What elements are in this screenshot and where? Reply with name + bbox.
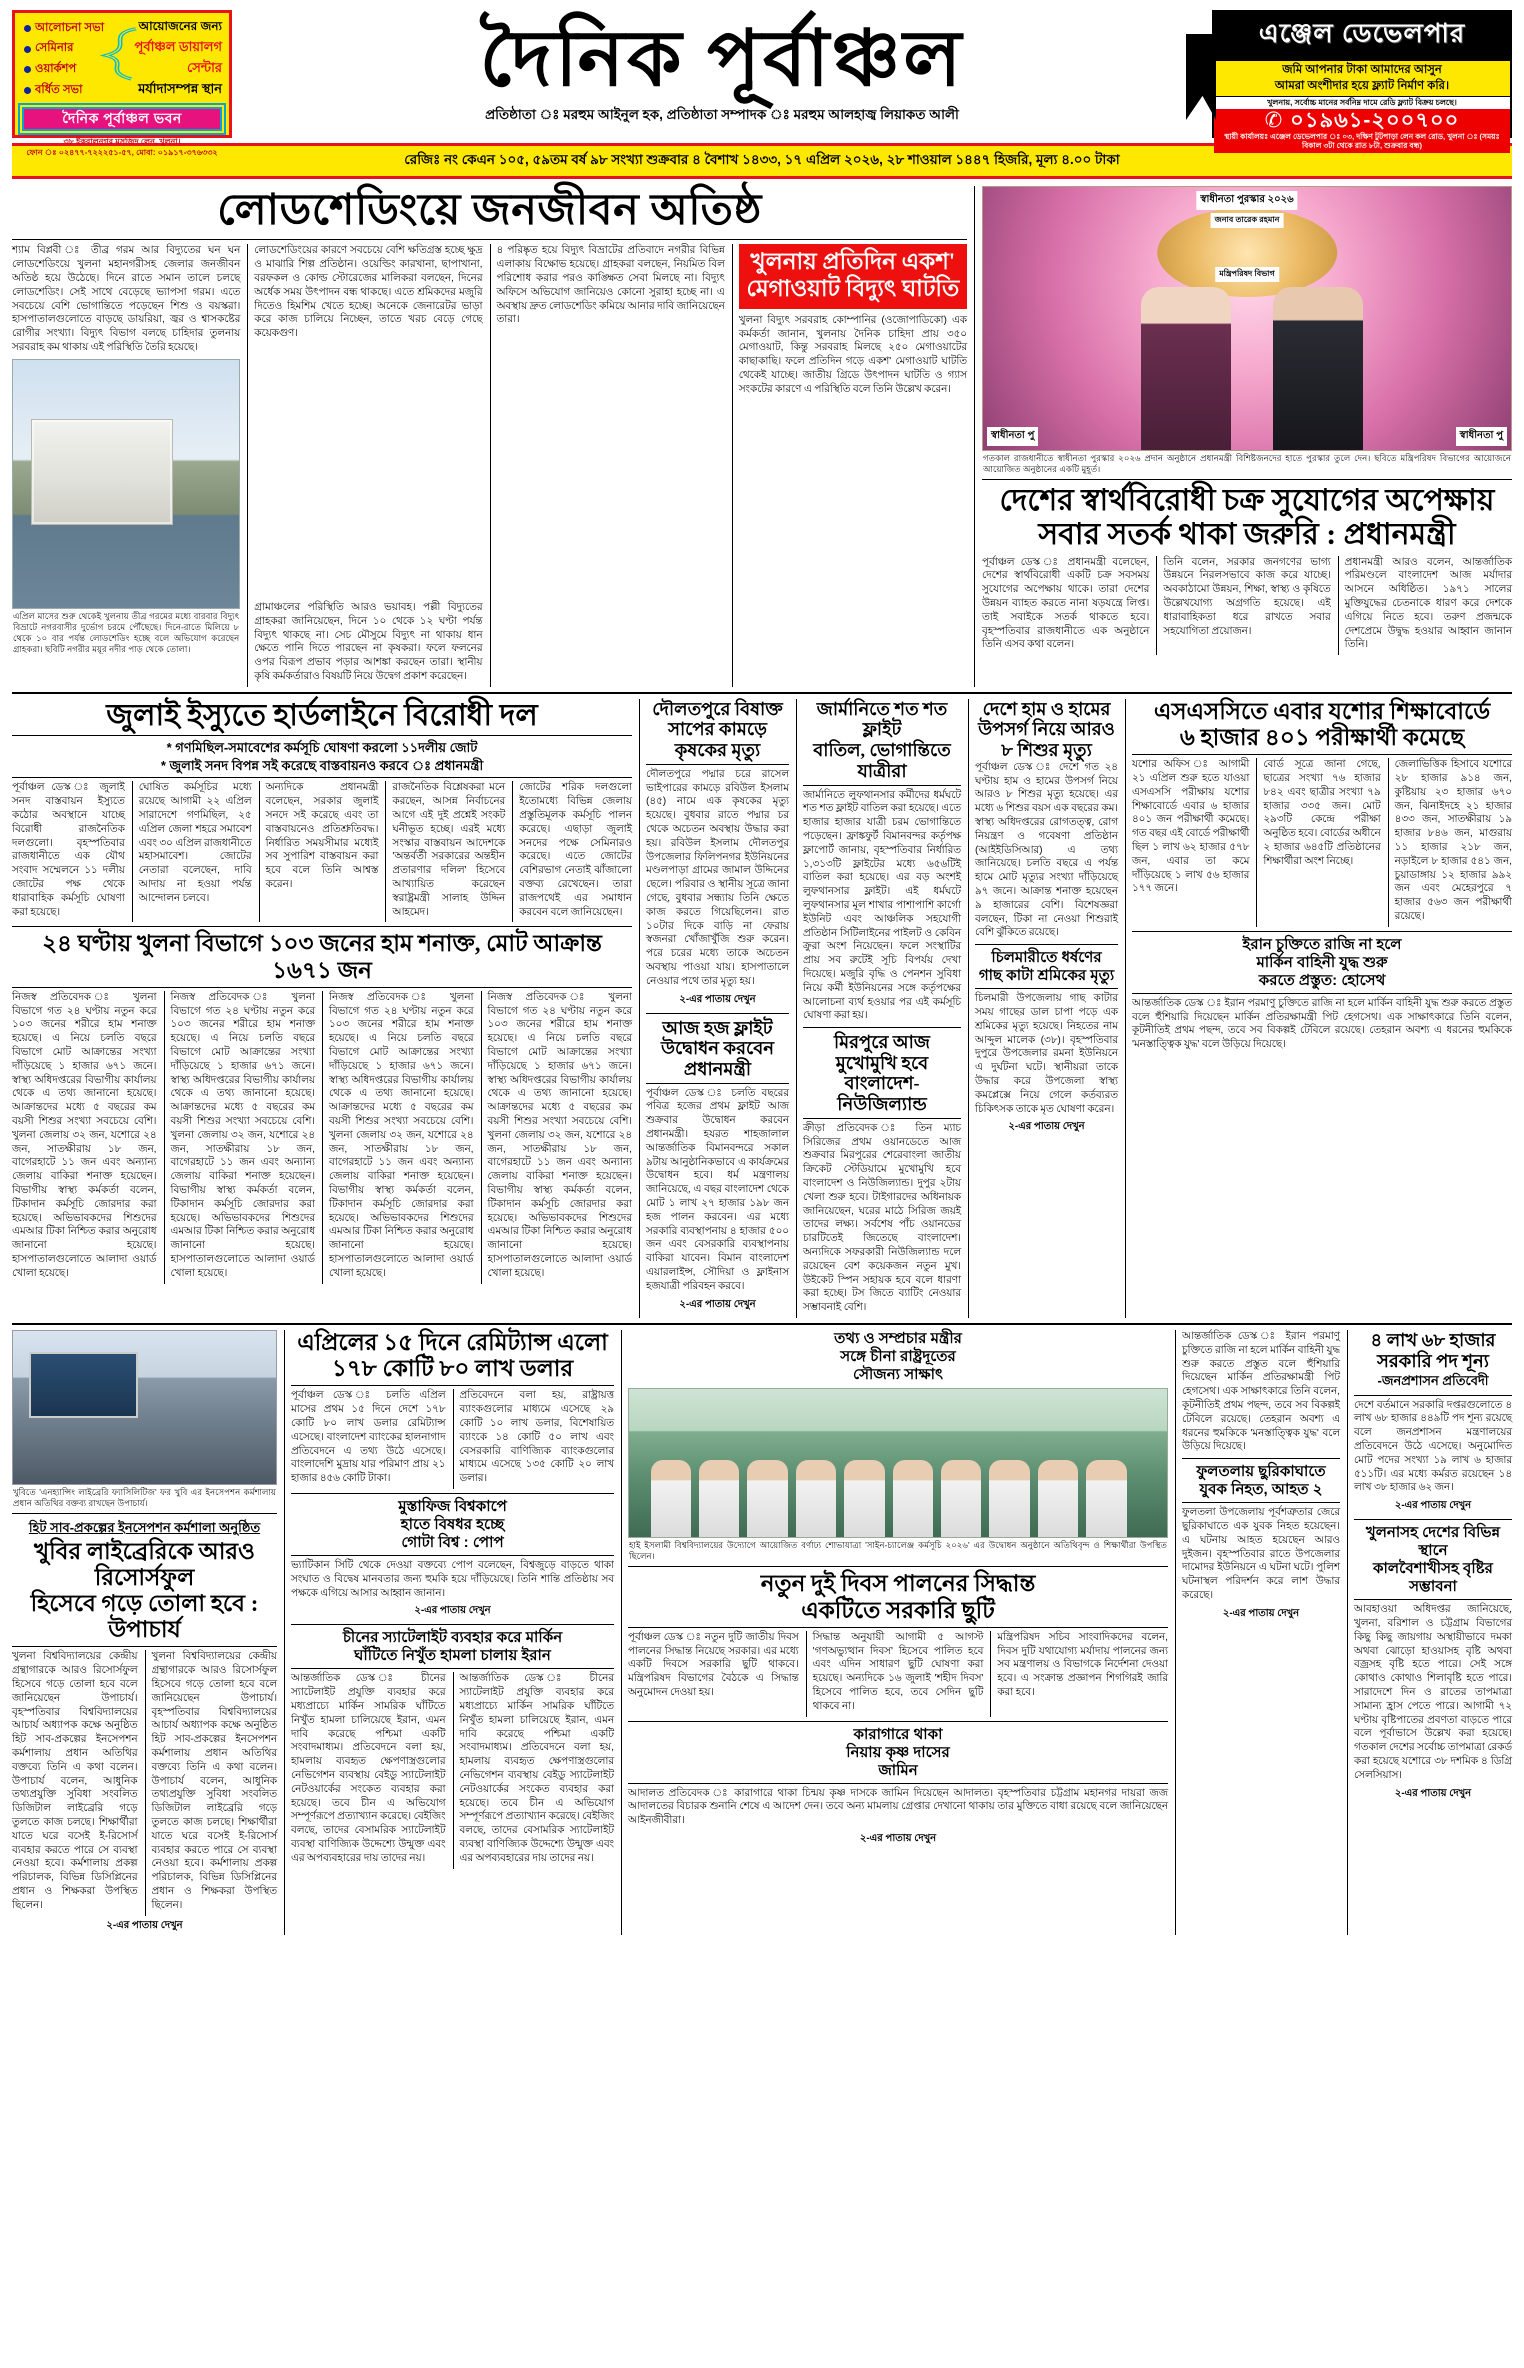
- satellite-headline-line1: চীনের স্যাটেলাইট ব্যবহার করে মার্কিন: [342, 1629, 563, 1647]
- lead-paragraph: ৪ পরিষ্কৃত হয়ে বিদ্যুৎ বিভ্রাটের প্রতিবাদে নগরীর বিভিন্ন এলাকায় বিক্ষোভ হয়েছে। গ্রাহকরা বলছেন, নিয়মিত বিল পরিশোধ করার পরও কাঙ্ক্ষিত সেবা মিলছে না। বিদ্যুৎ অফিসে অভিযোগ জানিয়েও কোনো সুরাহা হচ্ছে না। এ অবস্থায় দ্রুত লোডশেডিং কমিয়ে আনার দাবি জানিয়েছেন তারা।: [496, 245, 725, 326]
- mustafiz-headline-line1: মুস্তাফিজ বিশ্বকাপে: [398, 1498, 507, 1516]
- islami-headline-line1: তথ্য ও সম্প্রচার মন্ত্রীর: [834, 1330, 962, 1347]
- churi-headline-line2: যুবক নিহত, আহত ২: [1199, 1481, 1323, 1499]
- award-dept-label: মন্ত্রিপরিষদ বিভাগ: [1215, 267, 1279, 282]
- group-photo: [628, 1388, 1168, 1538]
- measles-paragraph: নিজস্ব প্রতিবেদক ঃ খুলনা বিভাগে গত ২৪ ঘণ্টায় নতুন করে ১০৩ জনের শরীরে হাম শনাক্ত হয়েছে। এ নিয়ে চলতি বছরে বিভাগে মোট আক্রান্তের সংখ্যা দাঁড়িয়েছে ১ হাজার ৬৭১ জনে। স্বাস্থ্য অধিদপ্তরের বিভাগীয় কার্যালয় থেকে এ তথ্য জানানো হয়েছে। আক্রান্তদের মধ্যে ৫ বছরের কম বয়সী শিশুর সংখ্যা সবচেয়ে বেশি। খুলনা জেলায় ৩২ জন, যশোরে ২৪ জন, সাতক্ষীরায় ১৮ জন, বাগেরহাটে ১১ জন এবং অন্যান্য জেলায় বাকিরা শনাক্ত হয়েছেন। বিভাগীয় স্বাস্থ্য কর্মকর্তা বলেন, টিকাদান কর্মসূচি জোরদার করা হয়েছে। অভিভাবকদের শিশুদের এমআর টিকা নিশ্চিত করার অনুরোধ জানানো হয়েছে। হাসপাতালগুলোতে আলাদা ওয়ার্ড খোলা হয়েছে।: [487, 991, 632, 1279]
- ad-left-banner-label: দৈনিক পূর্বাঞ্চল ভবন: [62, 110, 182, 126]
- person-figure: [1086, 1460, 1126, 1537]
- satellite-headline: [291, 1629, 614, 1665]
- ad-left-address-line1: ৩৮ ইকবালনগর মসজিদ লেন, খুলনা।: [63, 137, 181, 146]
- ad-bullet-label: ওয়ার্কশপ: [35, 63, 77, 76]
- divider: [12, 987, 632, 988]
- ad-left-dialogue-center[interactable]: [12, 10, 232, 157]
- churi-paragraph: ফুলতলা উপজেলায় পূর্বশত্রুতার জেরে ছুরিকাঘাতে এক যুবক নিহত হয়েছেন। এ ঘটনায় আহত হয়েছেন আরও দুইজন। বৃহস্পতিবার রাতে উপজেলার দামোদর ইউনিয়নে এ ঘটনা ঘটে। পুলিশ ঘটনাস্থল পরিদর্শন করে লাশ উদ্ধার করেছে।: [1182, 1507, 1340, 1601]
- flood-building-photo: [12, 359, 240, 609]
- ad-right-office-address: স্থায়ী কার্যালয়ঃ এঞ্জেল ডেভেলপার ঃ ০৩, দক্ষিণ টুটপাড়া লেন কল রোড, খুলনা ঃ (সময়ঃ বিকাল ৩টা থেকে রাত ৮টা, শুক্রবার বন্ধ): [1224, 131, 1500, 151]
- jamin-continuation[interactable]: ২-এর পাতায় দেখুন: [859, 1832, 937, 1844]
- measles-paragraph: নিজস্ব প্রতিবেদক ঃ খুলনা বিভাগে গত ২৪ ঘণ্টায় নতুন করে ১০৩ জনের শরীরে হাম শনাক্ত হয়েছে। এ নিয়ে চলতি বছরে বিভাগে মোট আক্রান্তের সংখ্যা দাঁড়িয়েছে ১ হাজার ৬৭১ জনে। স্বাস্থ্য অধিদপ্তরের বিভাগীয় কার্যালয় থেকে এ তথ্য জানানো হয়েছে। আক্রান্তদের মধ্যে ৫ বছরের কম বয়সী শিশুর সংখ্যা সবচেয়ে বেশি। খুলনা জেলায় ৩২ জন, যশোরে ২৪ জন, সাতক্ষীরায় ১৮ জন, বাগেরহাটে ১১ জন এবং অন্যান্য জেলায় বাকিরা শনাক্ত হয়েছেন। বিভাগীয় স্বাস্থ্য কর্মকর্তা বলেন, টিকাদান কর্মসূচি জোরদার করা হয়েছে। অভিভাবকদের শিশুদের এমআর টিকা নিশ্চিত করার অনুরোধ জানানো হয়েছে। হাসপাতালগুলোতে আলাদা ওয়ার্ড খোলা হয়েছে।: [170, 991, 315, 1279]
- person-figure: [1141, 287, 1231, 450]
- bullet-dot-icon: [24, 25, 31, 32]
- ad-left-line3: মর্যাদাসম্পন্ন স্থান: [138, 81, 222, 96]
- third-band: [12, 1330, 1512, 1935]
- lead-left-block: [12, 186, 967, 687]
- july-columns: [12, 781, 632, 922]
- divider: [291, 1668, 614, 1669]
- lufthansa-paragraph: জার্মানিতে লুফথানসার কর্মীদের ধর্মঘটে শত শত ফ্লাইট বাতিল করা হয়েছে। এতে হাজার হাজার যাত্রী চরম ভোগান্তিতে পড়েছেন। ফ্রাঙ্কফুর্ট বিমানবন্দর কর্তৃপক্ষ ফ্লাপোর্ট জানায়, বৃহস্পতিবার নির্ধারিত ১,৩১৩টি ফ্লাইটের মধ্যে ৬৫৬টিই বাতিল করা হয়েছে। এর বড় অংশই লুফথানসার ফ্লাইট। এই ধর্মঘটে লুফথানসার মূল শাখার পাশাপাশি কার্গো ইউনিট এবং আঞ্চলিক সহযোগী প্রতিষ্ঠান সিটিলাইনের পাইলট ও কেবিন ক্রুরা অংশ নিয়েছেন। ফলে সংস্থাটির প্রায় সব রুটেই সূচি বিপর্যয় দেখা দিয়েছে। মজুরি বৃদ্ধি ও পেনশন সুবিধা নিয়ে কর্মী ইউনিয়নের সঙ্গে কর্তৃপক্ষের আলোচনা ব্যর্থ হওয়ার পর এই কর্মসূচি ঘোষণা করা হয়।: [803, 789, 961, 1022]
- divider: [646, 1083, 789, 1084]
- ad-left-text-lines: [122, 18, 224, 101]
- khulna-library-columns: [12, 1650, 277, 1915]
- nz-headline-line1: মিরপুরে আজ মুখোমুখি হবে: [834, 1032, 930, 1073]
- holiday-paragraph: সিদ্ধান্ত অনুযায়ী আগামী ৫ আগস্ট 'গণঅভ্যুত্থান দিবস' হিসেবে পালিত হবে এবং এদিন সাধারণ ছুটি ঘোষণা করা হয়েছে। অন্যদিকে ১৬ জুলাই 'শহীদ দিবস' হিসেবে পালিত হবে, তবে সেদিন ছুটি থাকবে না।: [812, 1631, 984, 1712]
- divider: [291, 1555, 614, 1556]
- iran-paragraph: আন্তর্জাতিক ডেস্ক ঃ ইরান পরমাণু চুক্তিতে রাজি না হলে মার্কিন বাহিনী যুদ্ধ শুরু করতে প্রস্তুত বলে হুঁশিয়ারি দিয়েছেন মার্কিন প্রতিরক্ষামন্ত্রী পিট হেগসেথ। এক সাক্ষাৎকারে তিনি বলেন, কূটনীতিই প্রথম পছন্দ, তবে সব বিকল্পই টেবিলে রয়েছে। তেহরান অবশ্য এ ধরনের হুমকিকে 'মনস্তাত্ত্বিক যুদ্ধ' বলে উড়িয়ে দিয়েছে।: [1132, 997, 1512, 1051]
- person-figure: [699, 1460, 739, 1537]
- lufthansa-headline: [803, 699, 961, 782]
- divider: [803, 1118, 961, 1119]
- july-bullet-1: * গণমিছিল-সমাবেশের কর্মসূচি ঘোষণা করলো ১১দলীয় জোট: [166, 740, 478, 756]
- measles2-headline-line2: উপসর্গ নিয়ে আরও: [978, 719, 1115, 740]
- measles2-headline: [975, 699, 1118, 761]
- person-figure: [747, 1460, 787, 1537]
- divider: [803, 785, 961, 786]
- weather-headline-line1: খুলনাসহ দেশের বিভিন্ন স্থানে: [1365, 1524, 1501, 1560]
- ad-right-contact-block: [1214, 109, 1510, 154]
- divider: [628, 1566, 1168, 1567]
- jobs-subline: -জনপ্রশাসন প্রতিবেদী: [1377, 1373, 1489, 1389]
- satellite-headline-line2: ঘাঁটিতে নিখুঁত হামলা চালায় ইরান: [354, 1647, 551, 1665]
- holiday-paragraph: পূর্বাঞ্চল ডেস্ক ঃ নতুন দুটি জাতীয় দিবস পালনের সিদ্ধান্ত নিয়েছে সরকার। এর মধ্যে একটি দিবসে সরকারি ছুটি থাকবে। মন্ত্রিপরিষদ বিভাগের বৈঠকে এ সিদ্ধান্ত অনুমোদন দেওয়া হয়।: [628, 1631, 799, 1698]
- lead-photo-caption: এপ্রিল মাসের শুরু থেকেই খুলনায় তীব্র গরমের মধ্যে বারবার বিদ্যুৎ বিভ্রাটে নগরবাসীর দুর্ভোগ চরমে পৌঁছেছে। দিনে-রাতে মিলিয়ে ৮ থেকে ১০ বার পর্যন্ত লোডশেডিং হচ্ছে বলে অভিযোগ করেছেন গ্রাহকরা। ছবিটি নগরীর ময়ূর নদীর পাড় থেকে তোলা।: [13, 610, 240, 655]
- weather-paragraph: আবহাওয়া অধিদপ্তর জানিয়েছে, খুলনা, বরিশাল ও চট্টগ্রাম বিভাগের কিছু কিছু জায়গায় অস্থায়ীভাবে দমকা অথবা ঝোড়ো হাওয়াসহ বৃষ্টি অথবা বজ্রসহ বৃষ্টি হতে পারে। সেই সঙ্গে কোথাও কোথাও শিলাবৃষ্টি হতে পারে। সারাদেশে দিন ও রাতের তাপমাত্রা সামান্য হ্রাস পেতে পারে। আগামী ৭২ ঘণ্টায় বৃষ্টিপাতের প্রবণতা বাড়তে পারে বলে পূর্বাভাসে উল্লেখ করা হয়েছে। গতকাল দেশের সর্বোচ্চ তাপমাত্রা রেকর্ড করা হয়েছে যশোরে ৩৮ দশমিক ৪ ডিগ্রি সেলসিয়াস।: [1354, 1604, 1512, 1781]
- iran-headline: [1132, 936, 1512, 990]
- divider: [291, 1493, 614, 1494]
- person-figure: [989, 1460, 1029, 1537]
- person-figure: [796, 1460, 836, 1537]
- chila-headline-line2: গাছ কাটা শ্রমিকের মৃত্যু: [978, 967, 1115, 985]
- churi-headline: [1182, 1463, 1340, 1499]
- july-paragraph: ঘোষিত কর্মসূচির মধ্যে রয়েছে আগামী ২২ এপ্রিল সারাদেশে গণমিছিল, ২৫ এপ্রিল জেলা শহরে সমাবেশ এবং ৩০ এপ্রিল রাজধানীতে মহাসমাবেশ। জোটের নেতারা বলেছেন, দাবি আদায় না হওয়া পর্যন্ত আন্দোলন চলবে।: [138, 782, 252, 904]
- khulna-library-continuation[interactable]: ২-এর পাতায় দেখুন: [106, 1919, 183, 1931]
- pm-headline-line2: সবার সতর্ক থাকা জরুরি : প্রধানমন্ত্রী: [1038, 517, 1456, 551]
- july-bullet-2: * জুলাই সনদ বিপন্ন সই করেছে বাস্তবায়নও করবে ঃ প্রধানমন্ত্রী: [160, 757, 484, 773]
- ssc-block: [1125, 699, 1512, 1318]
- jamin-headline-line2: নিয়ায় কৃষ্ণ দাসের: [846, 1743, 950, 1761]
- person-figure: [1273, 287, 1363, 450]
- july-bullets: [12, 739, 632, 774]
- list-item: [24, 43, 122, 55]
- khulna-library-paragraph: খুলনা বিশ্ববিদ্যালয়ের কেন্দ্রীয় গ্রন্থাগারকে আরও রিসোর্সফুল হিসেবে গড়ে তোলা হবে বলে জানিয়েছেন উপাচার্য। বৃহস্পতিবার বিশ্ববিদ্যালয়ের আচার্য অধ্যাপক কক্ষে অনুষ্ঠিত হিট সাব-প্রকল্পের ইনসেপশন কর্মশালায় প্রধান অতিথির বক্তব্যে তিনি এ কথা বলেন। উপাচার্য বলেন, আধুনিক তথ্যপ্রযুক্তি সুবিধা সংবলিত ডিজিটাল লাইব্রেরি গড়ে তুলতে কাজ চলছে। শিক্ষার্থীরা যাতে ঘরে বসেই ই-রিসোর্স ব্যবহার করতে পারে সে ব্যবস্থা নেওয়া হবে। কর্মশালায় প্রকল্প পরিচালক, বিভিন্ন ডিসিপ্লিনের প্রধান ও শিক্ষকরা উপস্থিত ছিলেন।: [12, 1651, 138, 1911]
- satellite-columns: [291, 1672, 614, 1868]
- person-figure: [844, 1460, 884, 1537]
- divider: [975, 944, 1118, 945]
- snake-paragraph: দৌলতপুরে পদ্মার চরে রাসেল ভাইপারের কামড়ে রবিউল ইসলাম (৪৫) নামে এক কৃষকের মৃত্যু হয়েছে। বুধবার রাতে পদ্মার চর থেকে অচেতন অবস্থায় উদ্ধার করা হয়। রবিউল ইসলাম দৌলতপুর উপজেলার ফিলিপনগর ইউনিয়নের মণ্ডলপাড়া গ্রামের জামাল উদ্দিনের ছেলে। পরিবার ও স্থানীয় সূত্রে জানা গেছে, বুধবার সন্ধ্যায় তিনি ক্ষেতে কাজ করতে গিয়েছিলেন। রাত ১০টার দিকে বাড়ি না ফেরায় স্বজনরা খোঁজাখুঁজি শুরু করেন। পরে চরের মধ্যে তাকে অচেতন অবস্থায় পাওয়া যায়। হাসপাতালে নেওয়ার পথে তার মৃত্যু হয়।: [646, 768, 789, 987]
- pm-headline: [982, 484, 1512, 551]
- jamin-paragraph: আদালত প্রতিবেদক ঃ কারাগারে থাকা চিন্ময় কৃষ্ণ দাসকে জামিন দিয়েছেন আদালত। বৃহস্পতিবার চট্টগ্রাম মহানগর দায়রা জজ আদালতের বিচারক শুনানি শেষে এ আদেশ দেন। তবে অন্য মামলায় গ্রেপ্তার দেখানো থাকায় তার মুক্তিতে বাধা রয়েছে বলে জানিয়েছেন আইনজীবীরা।: [628, 1787, 1168, 1827]
- workshop-meeting-photo: [12, 1330, 277, 1485]
- ad-bullet-label: সেমিনার: [35, 42, 74, 55]
- ad-right-tagline: [1214, 60, 1510, 97]
- lead-paragraph: খুলনা বিদ্যুৎ সরবরাহ কোম্পানির (ওজোপাডিকো) এক কর্মকর্তা জানান, খুলনায় দৈনিক চাহিদা প্রায় ৩৫০ মেগাওয়াট, কিন্তু সরবরাহ মিলছে ২৫০ মেগাওয়াটের কাছাকাছি। ফলে প্রতিদিন গড়ে একশ' মেগাওয়াট ঘাটতি থেকেই যাচ্ছে। জাতীয় গ্রিডে উৎপাদন ঘাটতি ও গ্যাস সংকটের কারণে এ পরিস্থিতি বলে তিনি উল্লেখ করেন।: [738, 314, 967, 395]
- ssc-headline: [1132, 699, 1512, 751]
- divider: [646, 764, 789, 765]
- holiday-headline-line2: একটিতে সরকারি ছুটি: [801, 1597, 995, 1623]
- holiday-headline-line1: নতুন দুই দিবস পালনের সিদ্ধান্ত: [760, 1571, 1036, 1597]
- chila-continuation[interactable]: ২-এর পাতায় দেখুন: [1008, 1121, 1085, 1133]
- pm-paragraph: পূর্বাঞ্চল ডেস্ক ঃ প্রধানমন্ত্রী বলেছেন, দেশের স্বার্থবিরোধী একটি চক্র সবসময় সুযোগের অপেক্ষায় থাকে। তারা দেশের উন্নয়ন ব্যাহত করতে নানা ষড়যন্ত্রে লিপ্ত। তাই সবাইকে সতর্ক থাকতে হবে। বৃহস্পতিবার রাজধানীতে এক অনুষ্ঠানে তিনি এসব কথা বলেন।: [982, 556, 1150, 651]
- islami-headline-line2: সঙ্গে চীনা রাষ্ট্রদূতের: [840, 1348, 956, 1365]
- ad-left-address: [18, 136, 226, 159]
- pm-paragraph: প্রধানমন্ত্রী আরও বলেন, আন্তর্জাতিক পরিমণ্ডলে বাংলাদেশ আজ মর্যাদার আসনে অধিষ্ঠিত। ১৯৭১ সালের মুক্তিযুদ্ধের চেতনাকে ধারণ করে দেশকে এগিয়ে নিতে হবে। তরুণ প্রজন্মকে দেশপ্রেমে উদ্বুদ্ধ হওয়ার আহ্বান জানান তিনি।: [1344, 556, 1512, 651]
- lead-redbox: [739, 244, 967, 308]
- jamin-headline-line3: জামিন: [878, 1761, 918, 1779]
- registration-line: রেজিঃ নং কেএন ১০৫, ৫৯তম বর্ষ ৯৮ সংখ্যা শুক্রবার ৪ বৈশাখ ১৪৩৩, ১৭ এপ্রিল ২০২৬, ২৮ শাওয়াল ১৪৪৭ হিজরি, মূল্য ৪.০০ টাকা: [404, 152, 1120, 167]
- award-badge-left: স্বাধীনতা পু: [987, 427, 1038, 446]
- pm-headline-line1: দেশের স্বার্থবিরোধী চক্র সুযোগের অপেক্ষায়: [999, 484, 1495, 518]
- divider: [291, 1624, 614, 1625]
- divider: [291, 1385, 614, 1386]
- hajj-continuation[interactable]: ২-এর পাতায় দেখুন: [679, 1298, 756, 1310]
- holiday-block: [621, 1330, 1168, 1935]
- divider: [12, 1323, 1512, 1325]
- award-photo-caption: গতকাল রাজধানীতে স্বাধীনতা পুরস্কার ২০২৬ প্রদান অনুষ্ঠানে প্রধানমন্ত্রী বিশিষ্টজনদের হাতে পুরস্কার তুলে দেন। ছবিতে মন্ত্রিপরিষদ বিভাগের আয়োজনে আয়োজিত অনুষ্ঠানের একটি মুহূর্ত।: [983, 453, 1511, 475]
- ad-left-line2: পূর্বাঞ্চল ডায়ালগ সেন্টার: [134, 39, 222, 75]
- khulna-library-block: [12, 1330, 277, 1935]
- remittance-paragraph: প্রতিবেদনে বলা হয়, রাষ্ট্রায়ত্ত ব্যাংকগুলোর মাধ্যমে এসেছে ২৯ কোটি ১০ লাখ ডলার, বিশেষায়িত ব্যাংকে ১৪ কোটি ৫০ লাখ এবং বেসরকারি বাণিজ্যিক ব্যাংকগুলোর মাধ্যমে এসেছে ১৩৫ কোটি ২০ লাখ ডলার।: [459, 1390, 614, 1485]
- ad-right-phone-number: ০১৯৬১-২০০৭০০: [1290, 108, 1460, 132]
- churi-headline-line1: ফুলতলায় ছুরিকাঘাতে: [1196, 1463, 1326, 1481]
- lead-paragraph: শ্যাম বিপ্লবী ঃ তীব্র গরম আর বিদ্যুতের ঘন ঘন লোডশেডিংয়ে খুলনা মহানগরীসহ জেলার জনজীবন অতিষ্ঠ হয়ে উঠেছে। দিনে রাতে সমান তালে চলছে লোডশেডিং। সেই সাথে বেড়েছে ভ্যাপসা গরম। এতে সবচেয়ে বেশি ভোগান্তিতে পড়েছেন শিশু ও বয়স্করা। হাসপাতালগুলোতে বাড়ছে ডায়রিয়া, জ্বর ও শ্বাসকষ্টের রোগীর সংখ্যা। বিদ্যুৎ বিভাগ বলছে চাহিদার তুলনায় সরবরাহ কম থাকায় এই পরিস্থিতি তৈরি হয়েছে।: [12, 245, 241, 354]
- remittance-headline-line1: এপ্রিলের ১৫ দিনে রেমিট্যান্স এলো: [297, 1330, 608, 1355]
- july-paragraph: জোটের শরিক দলগুলো ইতোমধ্যে বিভিন্ন জেলায় প্রস্তুতিমূলক কর্মসূচি পালন করেছে। এছাড়া জুলাই সনদের পক্ষে সেমিনারও করেছে। এতে জোটের বেশিরভাগ নেতাই ঝাঁজালো বক্তব্য রেখেছেন। তারা রাজপথেই এর সমাধান করবেন বলে জানিয়েছেন।: [519, 782, 632, 918]
- founder-line: প্রতিষ্ঠাতা ঃ মরহুম আইনুল হক, প্রতিষ্ঠাতা সম্পাদক ঃ মরহুম আলহাজ্ব লিয়াকত আলী: [485, 106, 959, 122]
- khulna-library-headline-line2: হিসেবে গড়ে তোলা হবে : উপাচার্য: [30, 1591, 259, 1643]
- measles-headline: ২৪ ঘণ্টায় খুলনা বিভাগে ১০৩ জনের হাম শনাক্ত, মোট আক্রান্ত ১৬৭১ জন: [42, 931, 602, 983]
- page-title: দৈনিক পূর্বাঞ্চল: [479, 15, 965, 103]
- workshop-photo-caption: খুবিতে 'এনহ্যান্সিং লাইব্রেরি ফ্যাসিলিটিজ' ফর খুবি এর ইনসেপশন কর্মশালায় প্রধান অতিথির বক্তব্য রাখছেন উপাচার্য।: [13, 1487, 276, 1509]
- divider: [12, 777, 632, 778]
- jobs-headline-line2: সরকারি পদ শূন্য: [1377, 1350, 1489, 1371]
- divider: [646, 1013, 789, 1014]
- jobs-paragraph: দেশে বর্তমানে সরকারি দপ্তরগুলোতে ৪ লাখ ৬৮ হাজার ৪৪৯টি পদ শূন্য রয়েছে বলে জনপ্রশাসন মন্ত্রণালয়ের প্রতিবেদনে উঠে এসেছে। অনুমোদিত মোট পদের সংখ্যা ১৯ লাখ ৬ হাজার ৫১১টি। এর মধ্যে কর্মরত রয়েছেন ১৪ লাখ ৩৮ হাজার ৬২ জন।: [1354, 1399, 1512, 1494]
- islami-headline-line3: সৌজন্য সাক্ষাৎ: [853, 1366, 943, 1383]
- mustafiz-continuation[interactable]: ২-এর পাতায় দেখুন: [414, 1605, 491, 1617]
- award-title-label: স্বাধীনতা পুরস্কার ২০২৬: [1196, 191, 1297, 210]
- group-photo-caption: হাই ইসলামী বিশ্ববিদ্যালয়ের উদ্যোগে আয়োজিত বর্ণাঢ্য শোভাযাত্রা 'সাইন-চ্যালেঞ্জ কর্মসূচি ২০২৬' এর উদ্বোধন অনুষ্ঠানে অতিথিবৃন্দ ও শিক্ষার্থীরা উপস্থিত ছিলেন।: [629, 1540, 1167, 1562]
- chila-headline: [975, 949, 1118, 985]
- remittance-headline-line2: ১৭৮ কোটি ৮০ লাখ ডলার: [331, 1356, 574, 1382]
- lead-col-3: [490, 244, 725, 686]
- remittance-block: [284, 1330, 614, 1935]
- ad-right-angel-developer[interactable]: [1212, 10, 1512, 151]
- holiday-paragraph: মন্ত্রিপরিষদ সচিব সাংবাদিকদের বলেন, দিবস দুটি যথাযোগ্য মর্যাদায় পালনের জন্য সব মন্ত্রণালয় ও বিভাগকে নির্দেশনা দেওয়া হবে। এ সংক্রান্ত প্রজ্ঞাপন শিগগিরই জারি করা হবে।: [997, 1631, 1169, 1698]
- divider: [1132, 931, 1512, 932]
- weather-headline: [1354, 1524, 1512, 1596]
- jobs-headline-line1: ৪ লাখ ৬৮ হাজার: [1370, 1330, 1496, 1350]
- lead-right-block: [974, 186, 1512, 687]
- remittance-paragraph: পূর্বাঞ্চল ডেস্ক ঃ চলতি এপ্রিল মাসের প্রথম ১৫ দিনে দেশে ১৭৮ কোটি ৮০ লাখ ডলার রেমিট্যান্স এসেছে। বাংলাদেশ ব্যাংকের হালনাগাদ প্রতিবেদনে এ তথ্য উঠে এসেছে। বাংলাদেশি মুদ্রায় যার পরিমাণ প্রায় ২১ হাজার ৪৫৬ কোটি টাকা।: [291, 1390, 446, 1485]
- measles-paragraph: নিজস্ব প্রতিবেদক ঃ খুলনা বিভাগে গত ২৪ ঘণ্টায় নতুন করে ১০৩ জনের শরীরে হাম শনাক্ত হয়েছে। এ নিয়ে চলতি বছরে বিভাগে মোট আক্রান্তের সংখ্যা দাঁড়িয়েছে ১ হাজার ৬৭১ জনে। স্বাস্থ্য অধিদপ্তরের বিভাগীয় কার্যালয় থেকে এ তথ্য জানানো হয়েছে। আক্রান্তদের মধ্যে ৫ বছরের কম বয়সী শিশুর সংখ্যা সবচেয়ে বেশি। খুলনা জেলায় ৩২ জন, যশোরে ২৪ জন, সাতক্ষীরায় ১৮ জন, বাগেরহাটে ১১ জন এবং অন্যান্য জেলায় বাকিরা শনাক্ত হয়েছেন। বিভাগীয় স্বাস্থ্য কর্মকর্তা বলেন, টিকাদান কর্মসূচি জোরদার করা হয়েছে। অভিভাবকদের শিশুদের এমআর টিকা নিশ্চিত করার অনুরোধ জানানো হয়েছে। হাসপাতালগুলোতে আলাদা ওয়ার্ড খোলা হয়েছে।: [12, 991, 157, 1279]
- ssc-columns: [1132, 758, 1512, 927]
- holiday-headline: [628, 1571, 1168, 1623]
- mustafiz-headline-line2: হাতে বিষধর হচ্ছে: [400, 1516, 505, 1534]
- ad-left-bullet-list: [20, 18, 122, 101]
- lead-redbox-label: খুলনায় প্রতিদিন একশ' মেগাওয়াট বিদ্যুৎ ঘাটতি: [746, 249, 960, 301]
- mustafiz-paragraph: ভ্যাটিকান সিটি থেকে দেওয়া বক্তব্যে পোপ বলেছেন, বিশ্বজুড়ে বাড়তে থাকা সংঘাত ও বিদ্বেষ মানবতার জন্য হুমকি হয়ে দাঁড়িয়েছে। তিনি শান্তি প্রতিষ্ঠায় সব পক্ষকে এগিয়ে আসার আহ্বান জানান।: [291, 1560, 614, 1599]
- divider: [1182, 1458, 1340, 1459]
- nz-paragraph: ক্রীড়া প্রতিবেদক ঃ তিন ম্যাচ সিরিজের প্রথম ওয়ানডেতে আজ শুক্রবার মিরপুরের শেরেবাংলা জাতীয় ক্রিকেট স্টেডিয়ামে মুখোমুখি হবে বাংলাদেশ ও নিউজিল্যান্ড। দুপুর ২টায় খেলা শুরু হবে। টাইগারদের অধিনায়ক জানিয়েছেন, ঘরের মাঠে সিরিজ জয়ই তাদের লক্ষ্য। সর্বশেষ পাঁচ ওয়ানডের চারটিতেই জিতেছে বাংলাদেশ। অন্যদিকে সফরকারী নিউজিল্যান্ড দলে রয়েছেন বেশ কয়েকজন নতুন মুখ। উইকেট স্পিন সহায়ক হবে বলে ধারণা করা হচ্ছে। টস জিতে ব্যাটিং নেওয়ার সম্ভাবনাই বেশি।: [803, 1122, 961, 1314]
- person-figure: [1038, 1460, 1078, 1537]
- lead-paragraph: গ্রামাঞ্চলের পরিস্থিতি আরও ভয়াবহ। পল্লী বিদ্যুতের গ্রাহকরা জানিয়েছেন, দিনে ১০ থেকে ১২ ঘণ্টা পর্যন্ত বিদ্যুৎ থাকছে না। সেচ মৌসুমে বিদ্যুৎ না থাকায় ধান ক্ষেতে পানি দিতে পারছেন না কৃষকরা। ফলে ফলনের ওপর বিরূপ প্রভাব পড়ার আশঙ্কা করছেন তারা। স্থানীয় কৃষি কর্মকর্তারাও বিষয়টি নিয়ে উদ্বেগ প্রকাশ করেছেন।: [254, 602, 483, 682]
- mustafiz-headline: [291, 1498, 614, 1552]
- satellite-paragraph: আন্তর্জাতিক ডেস্ক ঃ চীনের স্যাটেলাইট প্রযুক্তি ব্যবহার করে মধ্যপ্রাচ্যে মার্কিন সামরিক ঘাঁটিতে নিখুঁত হামলা চালিয়েছে ইরান, এমন দাবি করেছে পশ্চিমা একটি সংবাদমাধ্যম। প্রতিবেদনে বলা হয়, হামলায় ব্যবহৃত ক্ষেপণাস্ত্রগুলোর নেভিগেশন ব্যবস্থায় বেইডু স্যাটেলাইট নেটওয়ার্কের সংকেত ব্যবহার করা হয়েছে। তবে চীন এ অভিযোগ সম্পূর্ণরূপে প্রত্যাখ্যান করেছে। বেইজিং বলছে, তাদের বেসামরিক স্যাটেলাইট ব্যবস্থা বাণিজ্যিক উদ্দেশ্যে উন্মুক্ত এবং এর অপব্যবহারের দায় তাদের নয়।: [459, 1673, 614, 1864]
- ad-right-phone-row: [1216, 110, 1508, 132]
- churi-block: [1175, 1330, 1340, 1935]
- measles-paragraph: নিজস্ব প্রতিবেদক ঃ খুলনা বিভাগে গত ২৪ ঘণ্টায় নতুন করে ১০৩ জনের শরীরে হাম শনাক্ত হয়েছে। এ নিয়ে চলতি বছরে বিভাগে মোট আক্রান্তের সংখ্যা দাঁড়িয়েছে ১ হাজার ৬৭১ জনে। স্বাস্থ্য অধিদপ্তরের বিভাগীয় কার্যালয় থেকে এ তথ্য জানানো হয়েছে। আক্রান্তদের মধ্যে ৫ বছরের কম বয়সী শিশুর সংখ্যা সবচেয়ে বেশি। খুলনা জেলায় ৩২ জন, যশোরে ২৪ জন, সাতক্ষীরায় ১৮ জন, বাগেরহাটে ১১ জন এবং অন্যান্য জেলায় বাকিরা শনাক্ত হয়েছেন। বিভাগীয় স্বাস্থ্য কর্মকর্তা বলেন, টিকাদান কর্মসূচি জোরদার করা হয়েছে। অভিভাবকদের শিশুদের এমআর টিকা নিশ্চিত করার অনুরোধ জানানো হয়েছে। হাসপাতালগুলোতে আলাদা ওয়ার্ড খোলা হয়েছে।: [329, 991, 474, 1279]
- pm-paragraph: তিনি বলেন, সরকার জনগণের ভাগ্য উন্নয়নে নিরলসভাবে কাজ করে যাচ্ছে। অবকাঠামো উন্নয়ন, শিক্ষা, স্বাস্থ্য ও কৃষিতে উল্লেখযোগ্য অগ্রগতি হয়েছে। এই ধারাবাহিকতা ধরে রাখতে সবার সহযোগিতা প্রয়োজন।: [1163, 556, 1331, 637]
- ssc-headline-line2: ৬ হাজার ৪০১ পরীক্ষার্থী কমেছে: [1179, 725, 1465, 751]
- person-figure: [893, 1460, 933, 1537]
- hajj-headline: আজ হজ ফ্লাইট উদ্বোধন করবেন প্রধানমন্ত্রী: [661, 1017, 774, 1079]
- second-band: [12, 699, 1512, 1318]
- satellite-paragraph: আন্তর্জাতিক ডেস্ক ঃ চীনের স্যাটেলাইট প্রযুক্তি ব্যবহার করে মধ্যপ্রাচ্যে মার্কিন সামরিক ঘাঁটিতে নিখুঁত হামলা চালিয়েছে ইরান, এমন দাবি করেছে পশ্চিমা একটি সংবাদমাধ্যম। প্রতিবেদনে বলা হয়, হামলায় ব্যবহৃত ক্ষেপণাস্ত্রগুলোর নেভিগেশন ব্যবস্থায় বেইডু স্যাটেলাইট নেটওয়ার্কের সংকেত ব্যবহার করা হয়েছে। তবে চীন এ অভিযোগ সম্পূর্ণরূপে প্রত্যাখ্যান করেছে। বেইজিং বলছে, তাদের বেসামরিক স্যাটেলাইট ব্যবস্থা বাণিজ্যিক উদ্দেশ্যে উন্মুক্ত এবং এর অপব্যবহারের দায় তাদের নয়।: [291, 1673, 446, 1864]
- divider: [12, 692, 1512, 694]
- jobs-weather-block: [1347, 1330, 1512, 1935]
- person-figure: [941, 1460, 981, 1537]
- divider: [975, 988, 1118, 989]
- divider: [12, 1513, 277, 1514]
- khulna-library-headline-line1: খুবির লাইব্রেরিকে আরও রিসোর্সফুল: [34, 1538, 255, 1590]
- mustafiz-headline-line3: গোটা বিশ্ব : পোপ: [401, 1534, 504, 1552]
- lead-col-1: [12, 244, 240, 686]
- july-paragraph: রাজনৈতিক বিশ্লেষকরা মনে করছেন, আসন্ন নির্বাচনের আগে এই দুই প্রশ্নেই সংকট ঘনীভূত হচ্ছে। এরই মধ্যে সংস্কার বাস্তবায়ন আদেশকে 'অন্তর্বর্তী সরকারের অন্তহীন প্রতারণার দলিল' হিসেবে আখ্যায়িত করেছেন স্বরাষ্ট্রমন্ত্রী সালাহ উদ্দিন আহমেদ।: [392, 782, 506, 918]
- jamin-headline-line1: কারাগারে থাকা: [853, 1725, 943, 1743]
- measles2-headline-line1: দেশে হাম ও হামের: [982, 698, 1111, 719]
- snake-continuation[interactable]: ২-এর পাতায় দেখুন: [679, 993, 756, 1005]
- islami-headline: [628, 1330, 1168, 1384]
- measles2-headline-line3: ৮ শিশুর মৃত্যু: [1001, 740, 1092, 761]
- churi-continuation[interactable]: ২-এর পাতায় দেখুন: [1222, 1607, 1300, 1619]
- measles-columns: [12, 991, 632, 1284]
- pm-columns: [982, 556, 1512, 656]
- list-item: [24, 64, 122, 76]
- divider: [12, 1646, 277, 1647]
- snake-hajj-block: [639, 699, 789, 1318]
- lead-col-4: [732, 244, 967, 686]
- july-headline: জুলাই ইস্যুতে হার্ডলাইনে বিরোধী দল: [106, 698, 538, 732]
- divider: [1182, 1502, 1340, 1503]
- measles2-chila-block: [968, 699, 1118, 1318]
- nz-headline: [803, 1032, 961, 1115]
- ssc-paragraph: বোর্ড সূত্রে জানা গেছে, ছাত্রের সংখ্যা ৭৬ হাজার ৮৪২ এবং ছাত্রীর সংখ্যা ৭৯ হাজার ৩৩৫ জন। মোট ২৯৩টি কেন্দ্রে পরীক্ষা অনুষ্ঠিত হবে। বোর্ডের অধীনে ২ হাজার ৬৪৫টি প্রতিষ্ঠানের শিক্ষার্থীরা অংশ নিচ্ছে।: [1263, 759, 1381, 867]
- main-content: [12, 186, 1512, 1935]
- ad-right-subline: খুলনায়, সর্বোচ্চ মানের সর্বনিম্ন দামে রেডি ফ্ল্যাট বিক্রয় চলছে।: [1267, 98, 1457, 108]
- lufthansa-headline-line1: জার্মানিতে শত শত ফ্লাইট: [816, 698, 948, 740]
- snake-headline: দৌলতপুরে বিষাক্ত সাপের কামড়ে কৃষকের মৃত্যু: [652, 698, 783, 761]
- divider: [803, 1027, 961, 1028]
- phone-icon: ✆: [1264, 108, 1284, 132]
- ssc-paragraph: জেলাভিত্তিক হিসাবে যশোরে ২৮ হাজার ৯১৪ জন, কুষ্টিয়ায় ২৩ হাজার ৬৭০ জন, ঝিনাইদহে ২১ হাজার ৪৩৩ জন, সাতক্ষীরায় ১৯ হাজার ৮৪৬ জন, মাগুরায় ১১ হাজার ২১৮ জন, নড়াইলে ৮ হাজার ৫৪১ জন, চুয়াডাঙ্গায় ১২ হাজার ৯৯২ জন এবং মেহেরপুরে ৭ হাজার ৫৬৩ জন পরীক্ষার্থী রয়েছে।: [1394, 759, 1512, 922]
- nz-headline-line2: বাংলাদেশ-নিউজিল্যান্ড: [837, 1073, 927, 1115]
- bullet-dot-icon: [24, 46, 31, 53]
- iran-headline-line2: মার্কিন বাহিনী যুদ্ধ শুরু: [1256, 953, 1388, 971]
- bullet-dot-icon: [24, 66, 31, 73]
- lead-columns: [12, 244, 967, 686]
- hajj-paragraph: পূর্বাঞ্চল ডেস্ক ঃ চলতি বছরের পবিত্র হজের প্রথম ফ্লাইট আজ শুক্রবার উদ্বোধন করবেন প্রধানমন্ত্রী। হযরত শাহজালাল আন্তর্জাতিক বিমানবন্দরে সকাল ৯টায় আনুষ্ঠানিকভাবে এ কার্যক্রমের উদ্বোধন হবে। ধর্ম মন্ত্রণালয় জানিয়েছে, এ বছর বাংলাদেশ থেকে মোট ১ লাখ ২৭ হাজার ১৯৮ জন হজ পালন করবেন। এর মধ্যে সরকারি ব্যবস্থাপনায় ৪ হাজার ৫০০ জন এবং বেসরকারি ব্যবস্থাপনায় বাকিরা যাবেন। বিমান বাংলাদেশ এয়ারলাইন্স, সৌদিয়া ও ফ্লাইনাস হজযাত্রী পরিবহন করবে।: [646, 1087, 789, 1292]
- weather-continuation[interactable]: ২-এর পাতায় দেখুন: [1394, 1787, 1472, 1799]
- person-figure: [651, 1460, 691, 1537]
- ad-bullet-label: আলোচনা সভা: [35, 21, 105, 34]
- iran-headline-line3: করতে প্রস্তুত: হোসেথ: [1258, 971, 1386, 989]
- july-paragraph: পূর্বাঞ্চল ডেস্ক ঃ জুলাই সনদ বাস্তবায়ন ইস্যুতে কঠোর অবস্থানে যাচ্ছে বিরোধী রাজনৈতিক দলগুলো। বৃহস্পতিবার রাজধানীতে এক যৌথ সংবাদ সম্মেলনে ১১ দলীয় জোটের পক্ষ থেকে ধারাবাহিক কর্মসূচি ঘোষণা করা হয়েছে।: [12, 782, 125, 918]
- jobs-continuation[interactable]: ২-এর পাতায় দেখুন: [1394, 1500, 1472, 1512]
- award-ceremony-photo: [982, 186, 1512, 451]
- jamin-headline: [628, 1726, 1168, 1780]
- ad-left-top: [18, 16, 226, 101]
- khulna-library-headline: [12, 1539, 277, 1644]
- remittance-headline: [291, 1330, 614, 1382]
- ad-right-brand-name: এঞ্জেল ডেভেলপার: [1214, 12, 1510, 60]
- divider: [628, 1627, 1168, 1628]
- lead-row: [12, 186, 1512, 687]
- list-item: [24, 23, 122, 35]
- lufthansa-nz-block: [796, 699, 961, 1318]
- ssc-headline-line1: এসএসসিতে এবার যশোর শিক্ষাবোর্ডে: [1153, 698, 1491, 724]
- divider: [12, 926, 632, 927]
- masthead-center: [240, 10, 1204, 138]
- ssc-paragraph: যশোর অফিস ঃ আগামী ২১ এপ্রিল শুরু হতে যাওয়া এসএসসি পরীক্ষায় যশোর শিক্ষাবোর্ডে এবার ৬ হাজার ৪০১ জন পরীক্ষার্থী কমেছে। গত বছর এই বোর্ডে পরীক্ষার্থী ছিল ১ লাখ ৬২ হাজার ৫৭৮ জন, এবার তা কমে দাঁড়িয়েছে ১ লাখ ৫৬ হাজার ১৭৭ জনে।: [1132, 759, 1250, 895]
- jobs-headline: [1354, 1330, 1512, 1371]
- khulna-library-kicker: হিট সাব-প্রকল্পের ইনসেপশন কর্মশালা অনুষ্ঠিত: [28, 1520, 261, 1536]
- ad-left-banner: [18, 103, 226, 135]
- divider: [1354, 1519, 1512, 1520]
- filler-paragraph: আন্তর্জাতিক ডেস্ক ঃ ইরান পরমাণু চুক্তিতে রাজি না হলে মার্কিন বাহিনী যুদ্ধ শুরু করতে প্রস্তুত বলে হুঁশিয়ারি দিয়েছেন মার্কিন প্রতিরক্ষামন্ত্রী পিট হেগসেথ। এক সাক্ষাৎকারে তিনি বলেন, কূটনীতিই প্রথম পছন্দ, তবে সব বিকল্পই টেবিলে রয়েছে। তেহরান অবশ্য এ ধরনের হুমকিকে 'মনস্তাত্ত্বিক যুদ্ধ' বলে উড়িয়ে দিয়েছে।: [1182, 1331, 1340, 1453]
- lead-headline: লোডশেডিংয়ে জনজীবন অতিষ্ঠ: [217, 187, 762, 234]
- divider: [1354, 1599, 1512, 1600]
- khulna-library-paragraph: খুলনা বিশ্ববিদ্যালয়ের কেন্দ্রীয় গ্রন্থাগারকে আরও রিসোর্সফুল হিসেবে গড়ে তোলা হবে বলে জানিয়েছেন উপাচার্য। বৃহস্পতিবার বিশ্ববিদ্যালয়ের আচার্য অধ্যাপক কক্ষে অনুষ্ঠিত হিট সাব-প্রকল্পের ইনসেপশন কর্মশালায় প্রধান অতিথির বক্তব্যে তিনি এ কথা বলেন। উপাচার্য বলেন, আধুনিক তথ্যপ্রযুক্তি সুবিধা সংবলিত ডিজিটাল লাইব্রেরি গড়ে তুলতে কাজ চলছে। শিক্ষার্থীরা যাতে ঘরে বসেই ই-রিসোর্স ব্যবহার করতে পারে সে ব্যবস্থা নেওয়া হবে। কর্মশালায় প্রকল্প পরিচালক, বিভিন্ন ডিসিপ্লিনের প্রধান ও শিক্ষকরা উপস্থিত ছিলেন।: [151, 1651, 277, 1911]
- remittance-columns: [291, 1389, 614, 1489]
- bullet-dot-icon: [24, 87, 31, 94]
- divider: [12, 239, 967, 240]
- iran-headline-line1: ইরান চুক্তিতে রাজি না হলে: [1242, 935, 1402, 953]
- divider: [1354, 1395, 1512, 1396]
- july-block: [12, 699, 632, 1318]
- july-paragraph: অন্যদিকে প্রধানমন্ত্রী বলেছেন, সরকার জুলাই সনদে সই করেছে এবং তা বাস্তবায়নেও প্রতিশ্রুতিবদ্ধ। নির্ধারিত সময়সীমার মধ্যেই সব সুপারিশ বাস্তবায়ন করা হবে বলে তিনি আশ্বস্ত করেন।: [265, 782, 379, 891]
- divider: [628, 1783, 1168, 1784]
- measles2-paragraph: পূর্বাঞ্চল ডেস্ক ঃ দেশে গত ২৪ ঘণ্টায় হাম ও হামের উপসর্গ নিয়ে আরও ৮ শিশুর মৃত্যু হয়েছে। এর মধ্যে ৬ শিশুর বয়স এক বছরের কম। স্বাস্থ্য অধিদপ্তরের রোগতত্ত্ব, রোগ নিয়ন্ত্রণ ও গবেষণা প্রতিষ্ঠান (আইইডিসিআর) এ তথ্য জানিয়েছে। চলতি বছরে এ পর্যন্ত হামে মোট মৃত্যুর সংখ্যা দাঁড়িয়েছে ৯৭ জনে। আক্রান্ত শনাক্ত হয়েছেন ৯ হাজারের বেশি। বিশেষজ্ঞরা বলছেন, টিকা না নেওয়া শিশুরাই বেশি ঝুঁকিতে রয়েছে।: [975, 761, 1118, 939]
- lead-paragraph: লোডশেডিংয়ের কারণে সবচেয়ে বেশি ক্ষতিগ্রস্ত হচ্ছে ক্ষুদ্র ও মাঝারি শিল্প প্রতিষ্ঠান। ওয়েল্ডিং কারখানা, ছাপাখানা, বরফকল ও কোল্ড স্টোরেজের মালিকরা বলছেন, দিনের অর্ধেক সময় উৎপাদন বন্ধ থাকছে। এতে শ্রমিকদের মজুরি দিতেও হিমশিম খেতে হচ্ছে। অনেকে জেনারেটর ভাড়া করে কাজ চালিয়ে নিচ্ছেন, তাতে খরচ বেড়ে গেছে কয়েকগুণ।: [254, 245, 483, 340]
- ad-right-tagline-line1: জমি আপনার টাকা আমাদের আসুন: [1282, 64, 1442, 76]
- ad-bullet-label: বর্ধিত সভা: [35, 83, 83, 96]
- lead-col-2: [247, 244, 482, 686]
- list-item: [24, 85, 122, 97]
- divider: [982, 479, 1512, 480]
- divider: [1132, 993, 1512, 994]
- ad-right-tagline-line2: আমরা অংশীদার হয়ে ফ্ল্যাট নির্মাণ করি।: [1274, 79, 1450, 92]
- weather-headline-line2: কালবৈশাখীসহ বৃষ্টির সম্ভাবনা: [1373, 1560, 1493, 1596]
- chila-paragraph: চিলমারী উপজেলায় গাছ কাটার সময় গাছের ডাল চাপা পড়ে এক শ্রমিকের মৃত্যু হয়েছে। নিহতের নাম আব্দুল মালেক (৩৮)। বৃহস্পতিবার দুপুরে উপজেলার রমনা ইউনিয়নে এ দুর্ঘটনা ঘটে। স্থানীয়রা তাকে উদ্ধার করে উপজেলা স্বাস্থ্য কমপ্লেক্সে নিয়ে গেলে কর্তব্যরত চিকিৎসক তাকে মৃত ঘোষণা করেন।: [975, 993, 1118, 1115]
- divider: [1132, 754, 1512, 755]
- lufthansa-headline-line2: বাতিল, ভোগান্তিতে যাত্রীরা: [813, 740, 951, 781]
- ad-left-line1: আয়োজনের জন্য: [138, 19, 222, 33]
- masthead: [12, 10, 1512, 157]
- award-recipient-label: জনাব তারেক রহমান: [1211, 213, 1284, 228]
- divider: [628, 1721, 1168, 1722]
- ad-left-address-line2: ফোন ঃ ০২৪৭৭-৭২২২৫১-৫৭, মোবা: ০১৯১৭-৩৭৬৩৩২: [26, 147, 218, 157]
- divider: [12, 735, 632, 736]
- holiday-columns: [628, 1631, 1168, 1717]
- award-badge-right: স্বাধীনতা পু: [1456, 427, 1507, 446]
- chila-headline-line1: চিলমারীতে ধর্ষণের: [991, 949, 1102, 967]
